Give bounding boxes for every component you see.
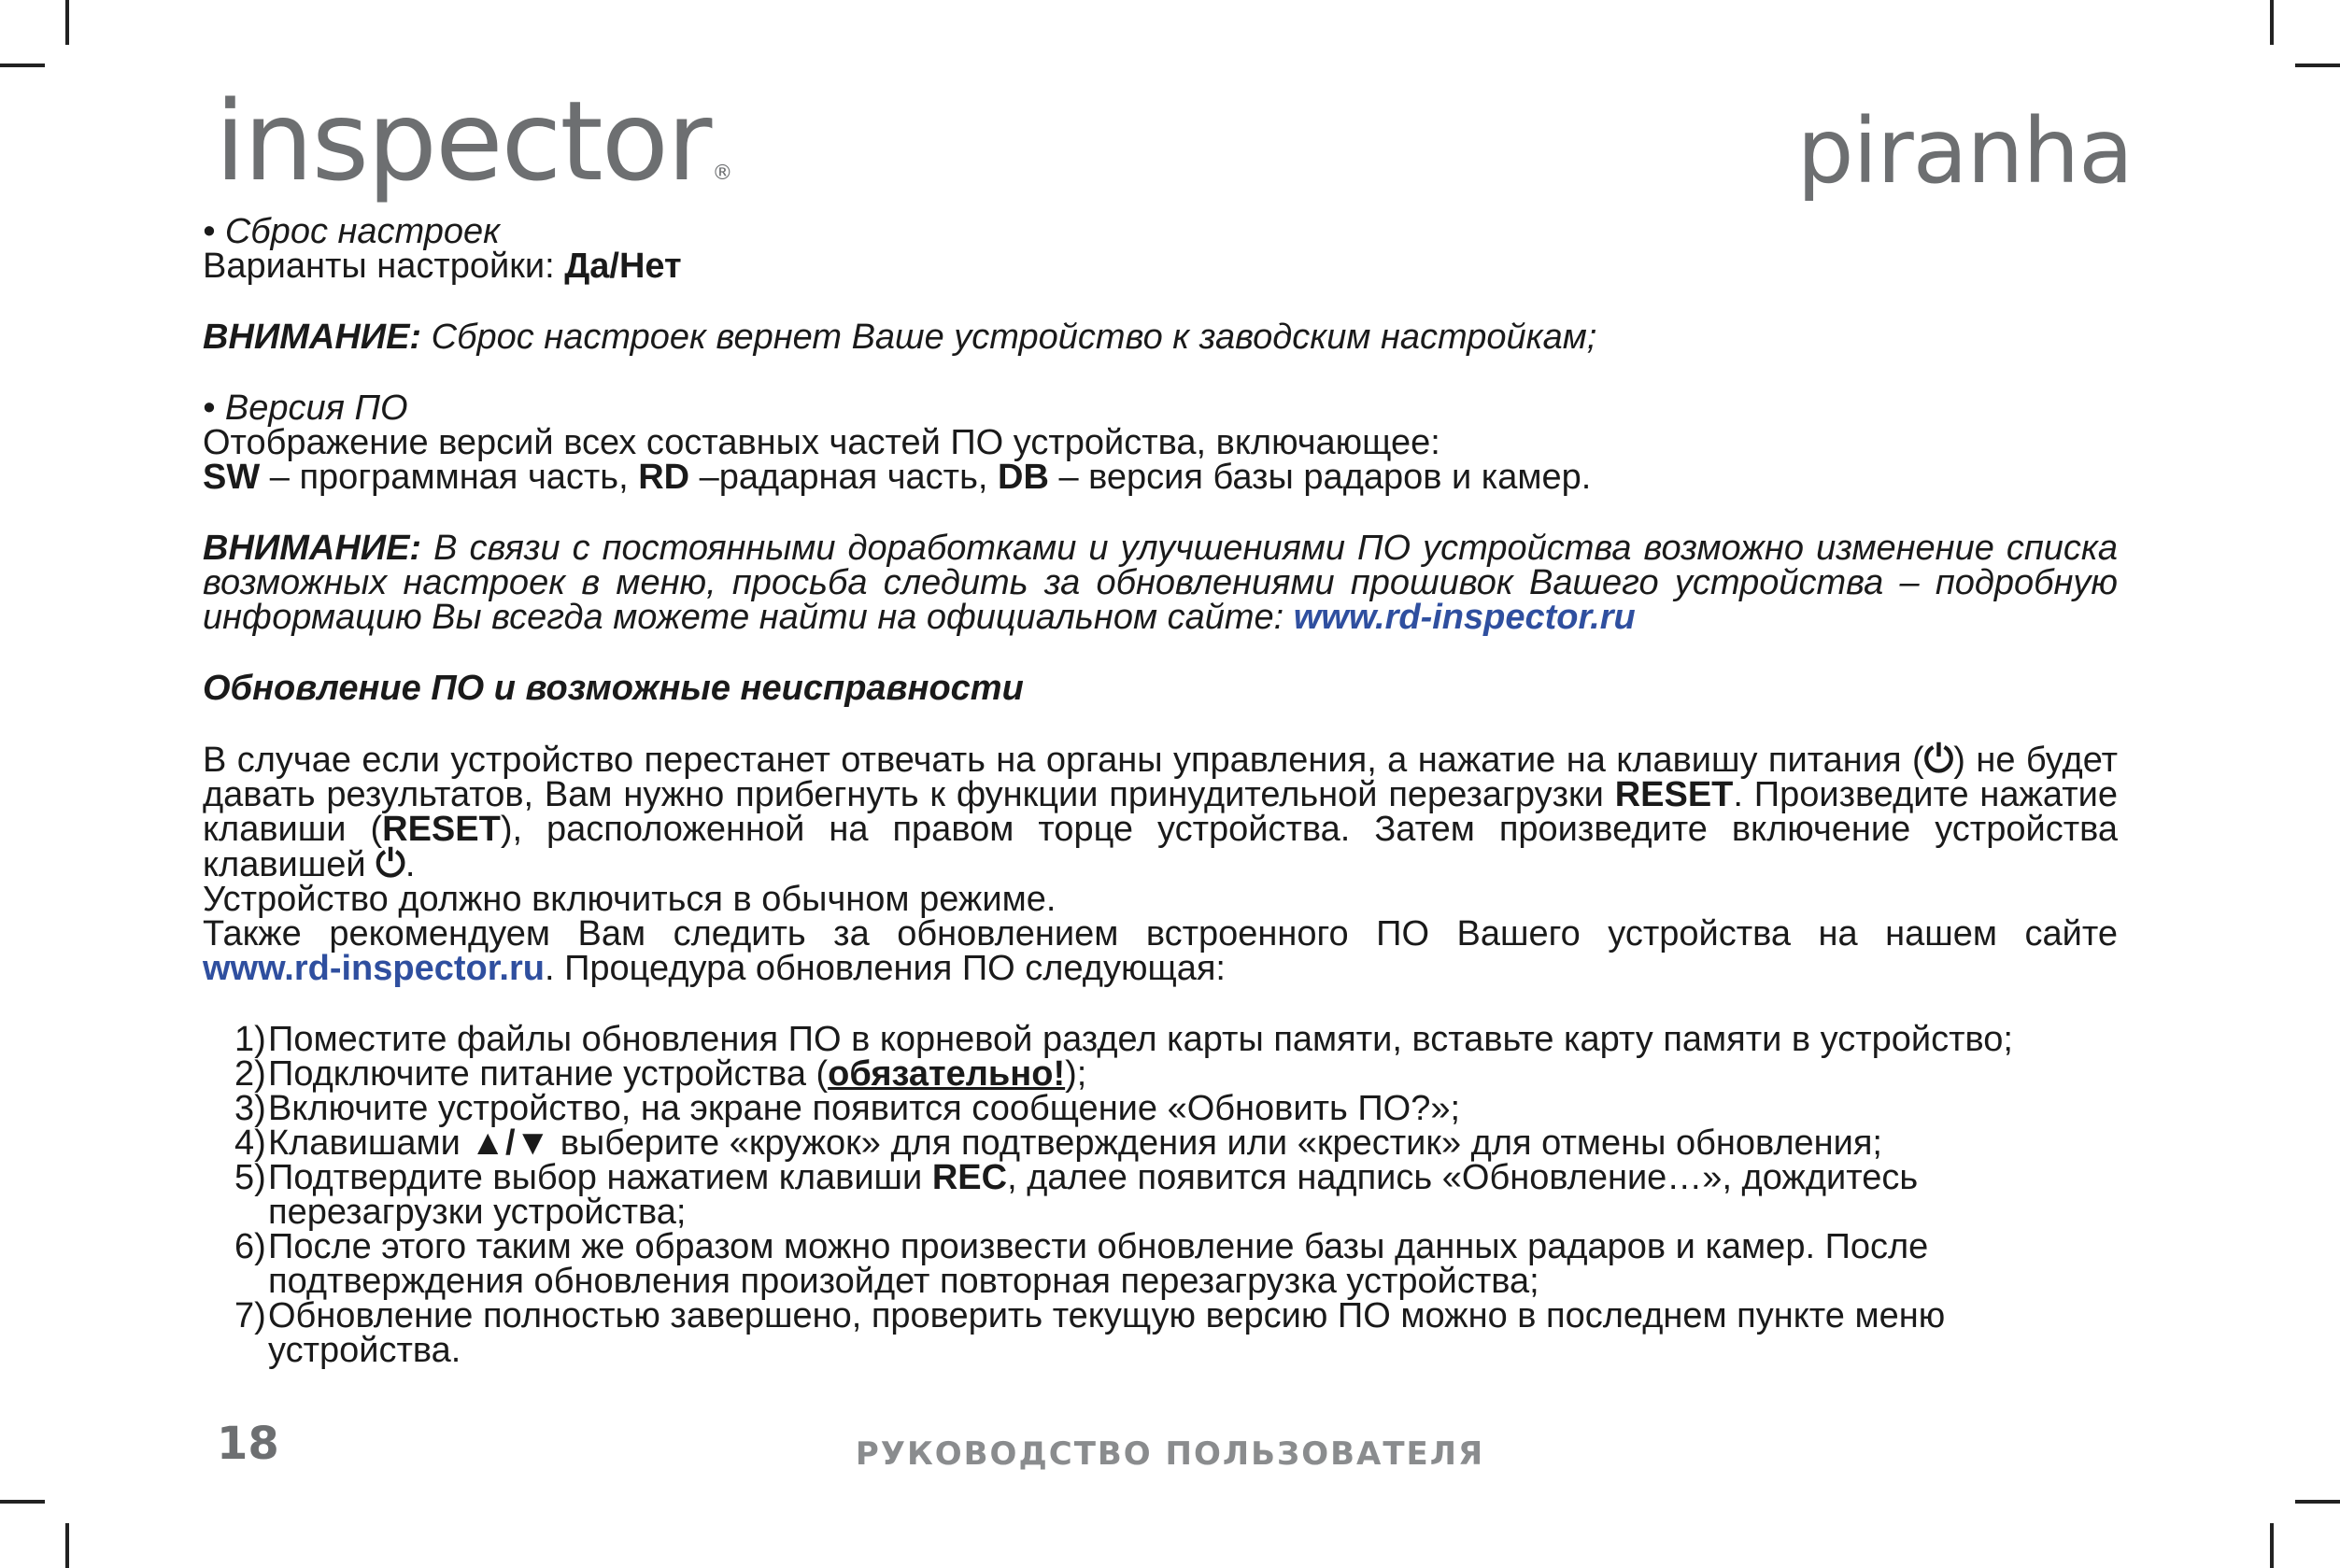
update-p4-text: . Процедура обновления ПО следующая:	[544, 949, 1226, 988]
page-content	[203, 212, 2118, 1370]
list-item	[234, 1123, 2118, 1163]
step-number: 5)	[234, 1158, 266, 1197]
crop-mark-tr-v	[2270, 0, 2274, 45]
update-paragraph-1	[203, 739, 2118, 884]
crop-mark-bl-h	[0, 1500, 45, 1504]
reset-options	[203, 249, 2118, 284]
version-desc: Отображение версий всех составных частей ПО устройства, включающее:	[203, 423, 1440, 462]
crop-mark-bl-v	[65, 1523, 69, 1568]
reset-options-label: Варианты настройки:	[203, 247, 565, 286]
reset-warning	[203, 320, 2118, 355]
version-rd: RD	[638, 458, 690, 497]
version-db-text: – версия базы радаров и камер.	[1048, 458, 1592, 497]
update-paragraph-4	[203, 949, 2118, 988]
update-section-title: Обновление ПО и возможные неисправности	[203, 669, 1024, 708]
update-p1-e: .	[404, 845, 416, 884]
version-title: • Версия ПО	[203, 388, 408, 428]
step-text: Подтвердите выбор нажатием клавиши	[268, 1158, 932, 1197]
reset-key-label-2: RESET	[382, 810, 501, 849]
list-item	[234, 1158, 2118, 1232]
brand-logo-inspector	[215, 77, 733, 205]
step-text: Клавишами	[268, 1123, 471, 1163]
step-emphasis: обязательно!	[828, 1054, 1066, 1094]
step-text: Обновление полностью завершено, проверить текущую версию ПО можно в последнем пункте меню устройства.	[268, 1296, 1946, 1370]
version-rd-text: –радарная часть,	[689, 458, 998, 497]
step-text: Подключите питание устройства (	[268, 1054, 829, 1094]
power-icon-2: ⏻	[376, 843, 405, 884]
power-icon: ⏻	[1923, 739, 1954, 780]
step-number: 6)	[234, 1227, 266, 1266]
notice-text: В связи с постоянными доработками и улучшениями ПО устройства возможно изменение списка возможных настроек в меню, просьба следить за обновлениями прошивок Вашего устройства – подробную информацию Вы всегда можете найти на официальном сайте:	[203, 529, 2118, 637]
update-p1-a: В случае если устройство перестанет отвечать на органы управления, а нажатие на клавишу питания (	[203, 741, 1924, 780]
list-item	[234, 1089, 2118, 1128]
reset-options-value: Да/Нет	[564, 247, 682, 286]
up-down-arrow-icon: ▲/▼	[470, 1123, 551, 1163]
step-text: выберите «кружок» для подтверждения или «крестик» для отмены обновления;	[550, 1123, 1882, 1163]
footer-title: РУКОВОДСТВО ПОЛЬЗОВАТЕЛЯ	[855, 1435, 1485, 1473]
brand-logo-piranha: piranha	[1796, 99, 2133, 204]
crop-mark-tl-v	[65, 0, 69, 45]
reset-warning-text: Сброс настроек вернет Ваше устройство к заводским настройкам;	[421, 318, 1597, 357]
update-paragraph-2: Устройство должно включиться в обычном режиме.	[203, 880, 1057, 919]
list-item	[234, 1296, 2118, 1370]
page-number: 18	[217, 1418, 279, 1470]
step-number: 3)	[234, 1089, 266, 1128]
step-text: Включите устройство, на экране появится сообщение «Обновить ПО?»;	[268, 1089, 1461, 1128]
version-sw: SW	[203, 458, 261, 497]
update-steps-list	[203, 1020, 2118, 1370]
step-number: 4)	[234, 1123, 266, 1163]
crop-mark-tr-h	[2295, 64, 2340, 67]
update-p1-c: . Произведите нажатие клавиши (	[203, 775, 2118, 849]
update-paragraph-3: Также рекомендуем Вам следить за обновлением встроенного ПО Вашего устройства на нашем сайте	[203, 914, 2118, 954]
reset-key-label: RESET	[1614, 775, 1734, 814]
crop-mark-br-v	[2270, 1523, 2274, 1568]
update-p1-b: ) не будет давать результатов, Вам нужно прибегнуть к функции принудительной перезагрузки	[203, 741, 2118, 814]
step-number: 7)	[234, 1296, 266, 1335]
registered-mark: ®	[712, 162, 733, 185]
step-number: 1)	[234, 1020, 266, 1059]
step-text: Поместите файлы обновления ПО в корневой раздел карты памяти, вставьте карту памяти в устройство;	[268, 1020, 2013, 1059]
notice-link[interactable]: www.rd-inspector.ru	[1293, 598, 1636, 637]
list-item	[234, 1020, 2118, 1059]
reset-warning-label: ВНИМАНИЕ:	[203, 318, 422, 357]
update-p1-d: ), расположенной на правом торце устройства. Затем произведите включение устройства клавишей	[203, 810, 2118, 884]
update-site-link[interactable]: www.rd-inspector.ru	[203, 949, 545, 988]
version-parts	[203, 460, 2118, 495]
step-text: После этого таким же образом можно произвести обновление базы данных радаров и камер. После подтверждения обновления произойдет повторная перезагрузка устройства;	[268, 1227, 1929, 1301]
step-number: 2)	[234, 1054, 266, 1094]
step-text: , далее появится надпись «Обновление…», дождитесь перезагрузки устройства;	[268, 1158, 1919, 1232]
version-db: DB	[998, 458, 1049, 497]
brand-left-text: inspector	[215, 77, 711, 205]
notice-paragraph	[203, 531, 2118, 635]
step-text: );	[1065, 1054, 1087, 1094]
crop-mark-tl-h	[0, 64, 45, 67]
crop-mark-br-h	[2295, 1500, 2340, 1504]
list-item	[234, 1054, 2118, 1094]
notice-label: ВНИМАНИЕ:	[203, 529, 422, 568]
version-sw-text: – программная часть,	[260, 458, 639, 497]
reset-title: • Сброс настроек	[203, 212, 501, 251]
list-item	[234, 1227, 2118, 1301]
rec-key-label: REC	[931, 1158, 1008, 1197]
